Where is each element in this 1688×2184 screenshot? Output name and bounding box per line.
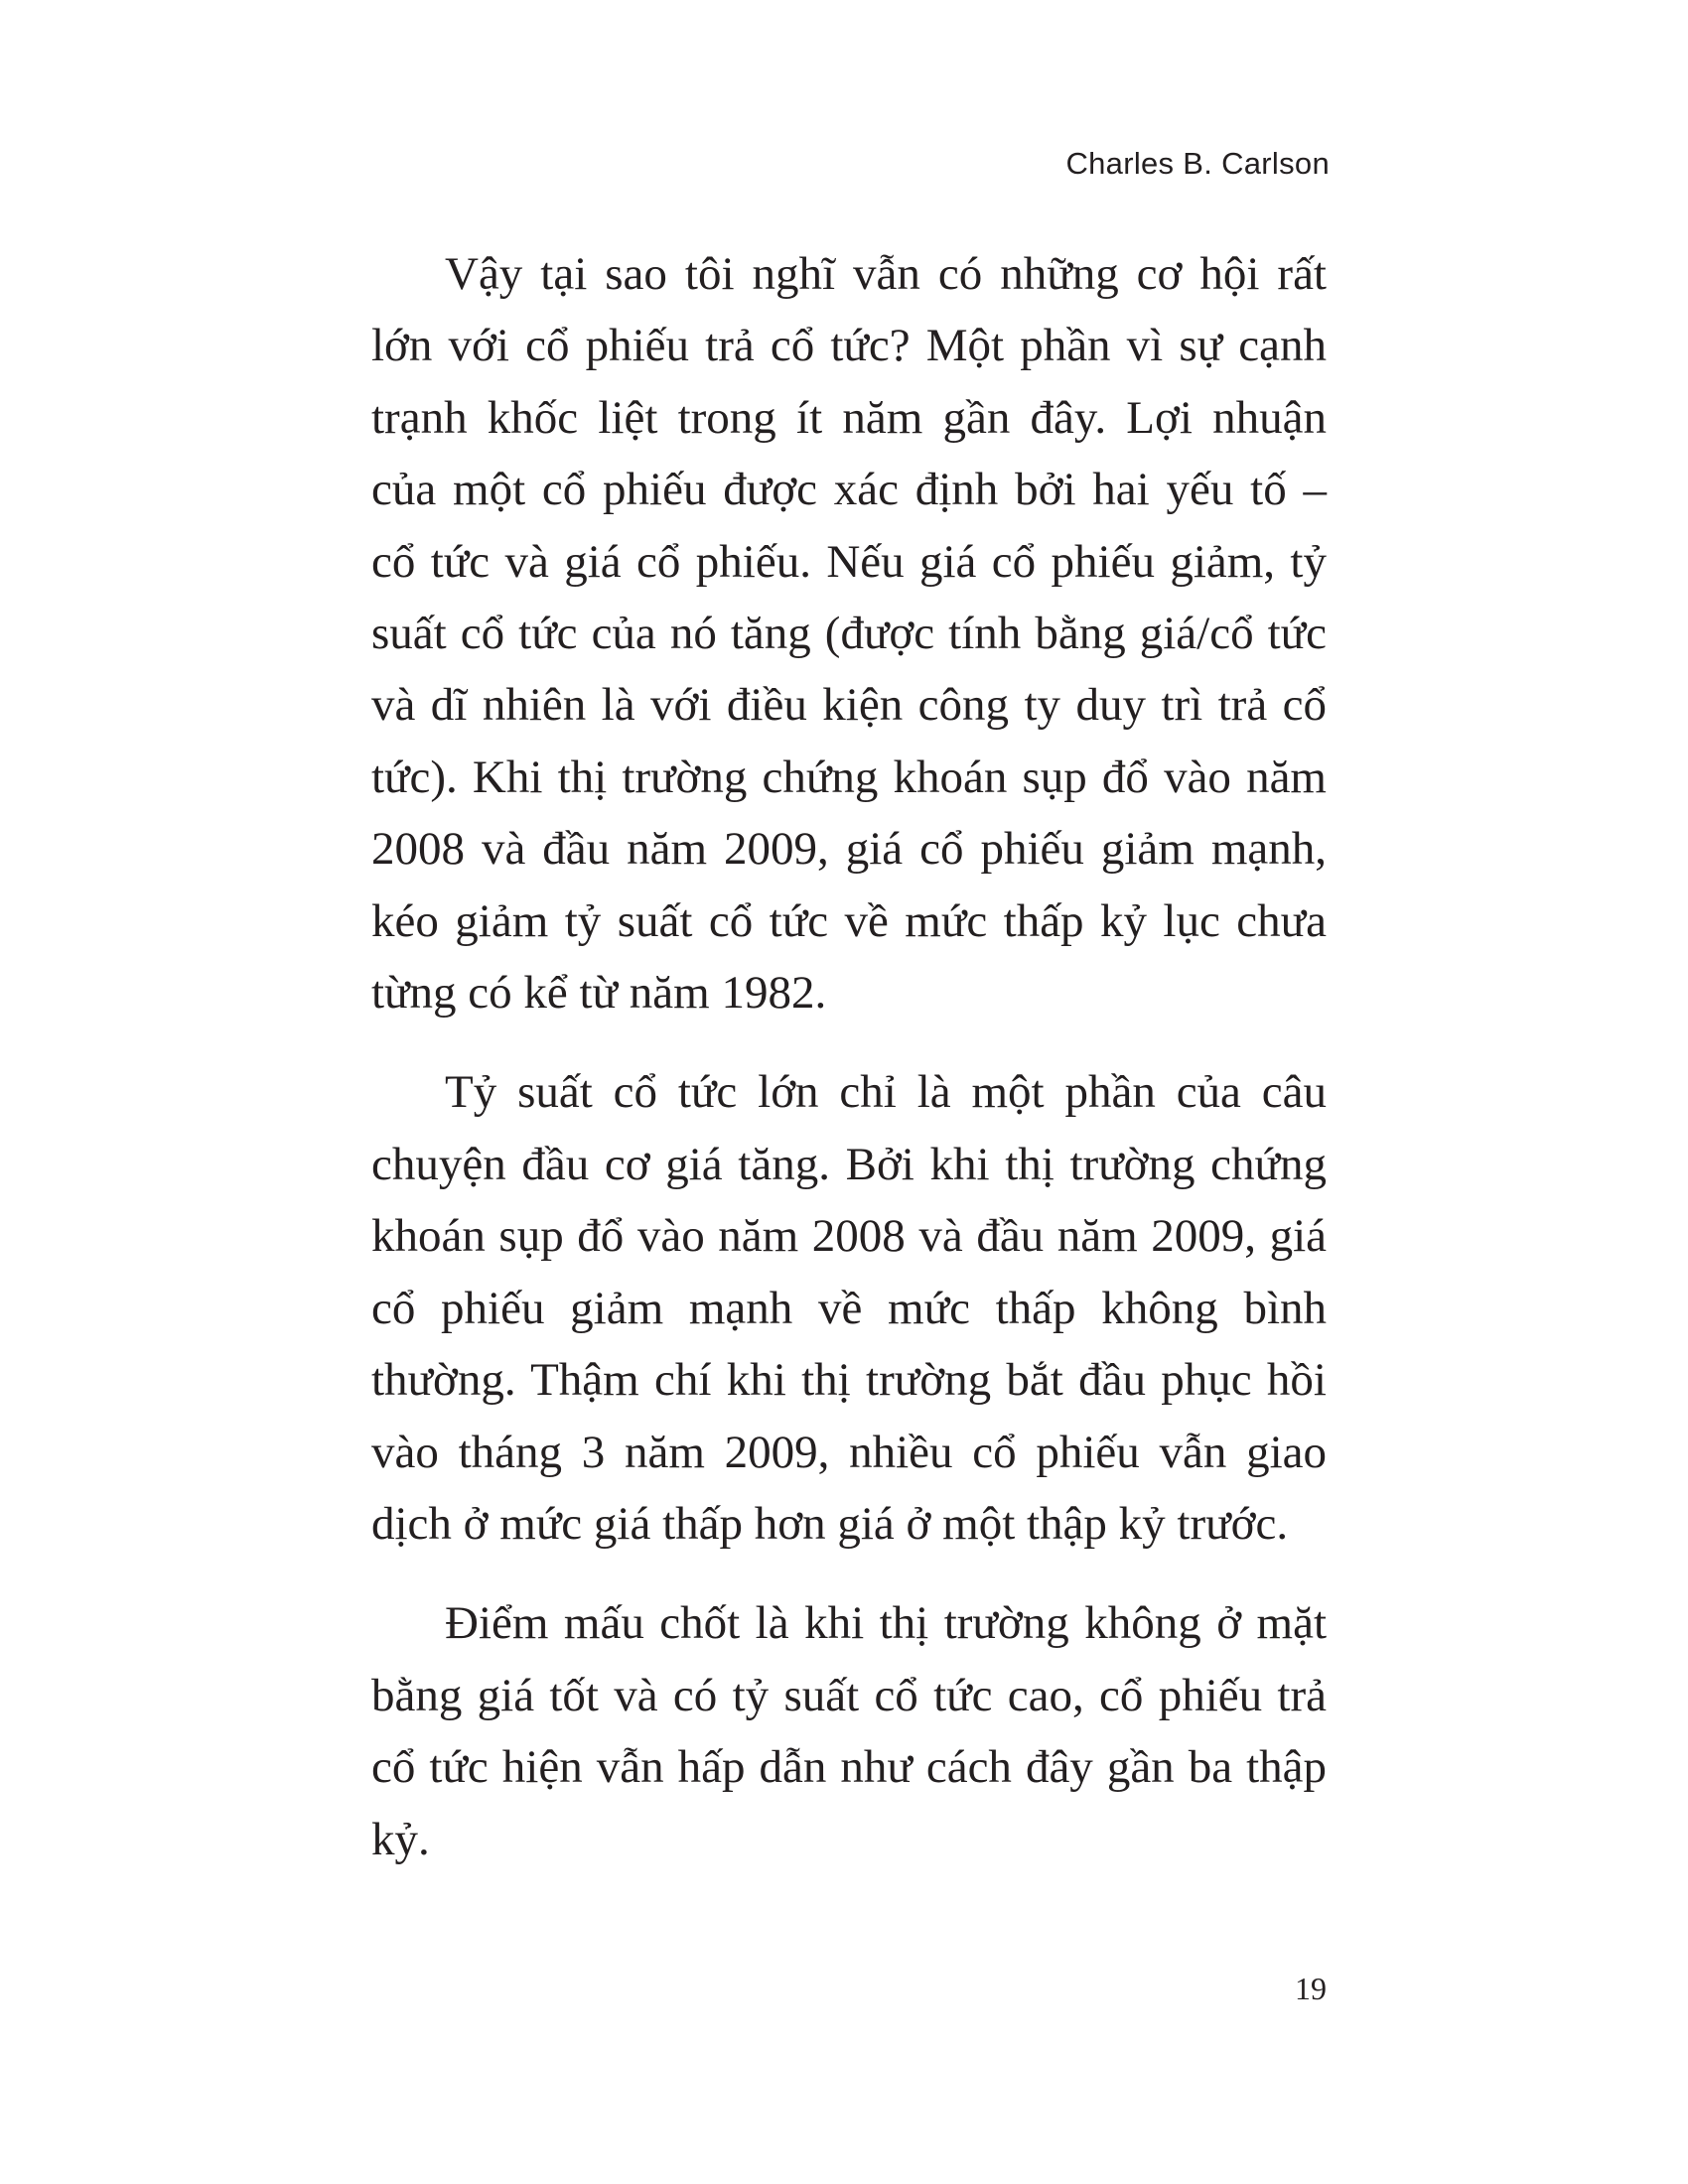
paragraph-1: Vậy tại sao tôi nghĩ vẫn có những cơ hội rất lớn với cổ phiếu trả cổ tức? Một phần vì sự cạnh trạnh khốc liệt trong ít năm gần đây. Lợi nhuận của một cổ phiếu được xác định bởi hai yếu tố – cổ tức và giá cổ phiếu. Nếu giá cổ phiếu giảm, tỷ suất cổ tức của nó tăng (được tính bằng giá/cổ tức và dĩ nhiên là với điều kiện công ty duy trì trả cổ tức). Khi thị trường chứng khoán sụp đổ vào năm 2008 và đầu năm 2009, giá cổ phiếu giảm mạnh, kéo giảm tỷ suất cổ tức về mức thấp kỷ lục chưa từng có kể từ năm 1982.: [371, 248, 1327, 1020]
body-text: [371, 238, 1327, 1875]
paragraph-2: Tỷ suất cổ tức lớn chỉ là một phần của câu chuyện đầu cơ giá tăng. Bởi khi thị trường chứng khoán sụp đổ vào năm 2008 và đầu năm 2009, giá cổ phiếu giảm mạnh về mức thấp không bình thường. Thậm chí khi thị trường bắt đầu phục hồi vào tháng 3 năm 2009, nhiều cổ phiếu vẫn giao dịch ở mức giá thấp hơn giá ở một thập kỷ trước.: [371, 1066, 1327, 1550]
page-number: 19: [1295, 1971, 1327, 2006]
running-header-author: Charles B. Carlson: [1065, 146, 1330, 181]
paragraph-3: Điểm mấu chốt là khi thị trường không ở mặt bằng giá tốt và có tỷ suất cổ tức cao, cổ phiếu trả cổ tức hiện vẫn hấp dẫn như cách đây gần ba thập kỷ.: [371, 1597, 1327, 1865]
